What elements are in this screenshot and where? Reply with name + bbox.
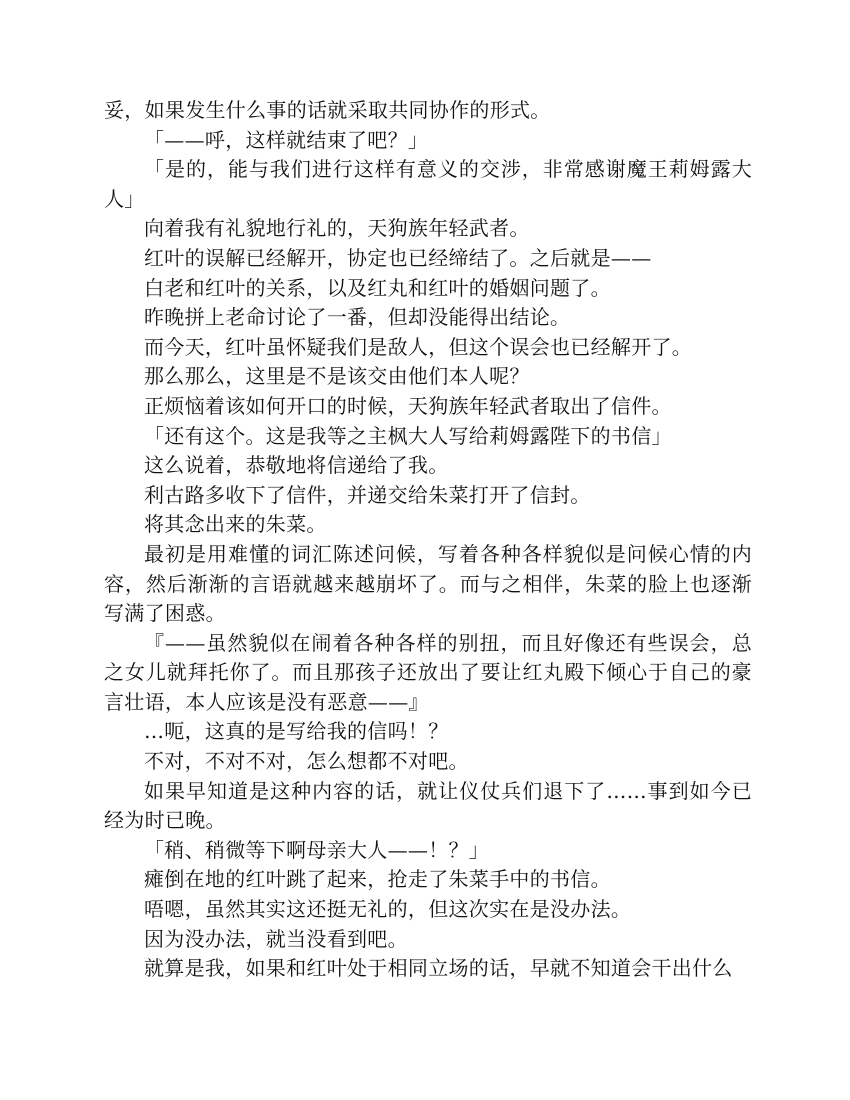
paragraph: 唔嗯，虽然其实这还挺无礼的，但这次实在是没办法。 [144, 897, 632, 922]
paragraph: …呃，这真的是写给我的信吗！？ [144, 719, 449, 744]
paragraph: 「是的，能与我们进行这样有意义的交涉，非常感谢魔王莉姆露大人」 [104, 157, 752, 211]
paragraph: 最初是用难懂的词汇陈述问候，写着各种各样貌似是问候心情的内容，然后渐渐的言语就越来越崩坏了。而与之相伴，朱菜的脸上也逐渐写满了困惑。 [104, 541, 752, 626]
body-text [104, 96, 752, 984]
paragraph: 瘫倒在地的红叶跳了起来，抢走了朱菜手中的书信。 [144, 867, 611, 892]
paragraph: 这么说着，恭敬地将信递给了我。 [144, 453, 449, 478]
paragraph: 「稍、稍微等下啊母亲大人——！？」 [144, 837, 490, 862]
paragraph: 「还有这个。这是我等之主枫大人写给莉姆露陛下的书信」 [144, 423, 672, 448]
paragraph: 昨晚拼上老命讨论了一番，但却没能得出结论。 [144, 305, 571, 330]
paragraph: 「——呼，这样就结束了吧？」 [144, 127, 429, 152]
paragraph: 因为没办法，就当没看到吧。 [144, 926, 408, 951]
paragraph: 那么那么，这里是不是该交由他们本人呢？ [144, 364, 530, 389]
paragraph: 红叶的误解已经解开，协定也已经缔结了。之后就是—— [144, 245, 652, 270]
paragraph: 不对，不对不对，怎么想都不对吧。 [144, 749, 469, 774]
paragraph: 就算是我，如果和红叶处于相同立场的话，早就不知道会干出什么 [144, 956, 733, 981]
paragraph: 『——虽然貌似在闹着各种各样的别扭，而且好像还有些误会，总之女儿就拜托你了。而且那孩子还放出了要让红丸殿下倾心于自己的豪言壮语，本人应该是没有恶意——』 [104, 630, 752, 714]
paragraph: 而今天，红叶虽怀疑我们是敌人，但这个误会也已经解开了。 [144, 334, 693, 359]
paragraph: 白老和红叶的关系，以及红丸和红叶的婚姻问题了。 [144, 275, 611, 300]
paragraph: 如果早知道是这种内容的话，就让仪仗兵们退下了……事到如今已经为时已晚。 [104, 778, 752, 833]
paragraph: 妥，如果发生什么事的话就采取共同协作的形式。 [104, 98, 551, 122]
paragraph: 利古路多收下了信件，并递交给朱菜打开了信封。 [144, 482, 591, 507]
paragraph: 向着我有礼貌地行礼的，天狗族年轻武者。 [144, 216, 530, 241]
paragraph: 将其念出来的朱菜。 [144, 512, 327, 537]
paragraph: 正烦恼着该如何开口的时候，天狗族年轻武者取出了信件。 [144, 393, 672, 418]
